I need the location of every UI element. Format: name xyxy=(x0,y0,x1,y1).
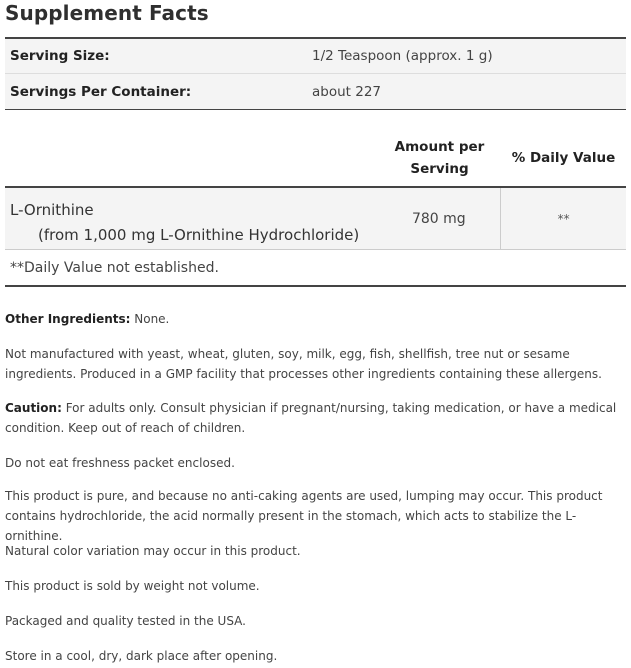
other-ingredients-value: None. xyxy=(130,312,170,326)
allergen-statement: Not manufactured with yeast, wheat, gluten, soy, milk, egg, fish, shellfish, tree nut or sesame ingredients. Produced in a GMP facility that processes other ingredients containing these allergens. xyxy=(5,347,602,381)
table-row xyxy=(5,188,626,250)
facts-table xyxy=(5,129,626,287)
purity-statement: This product is pure, and because no anti-caking agents are used, lumping may occur. This product contains hydrochloride, the acid normally present in the stomach, which acts to stabilize the L-ornithine. xyxy=(5,489,603,543)
ingredient-cell xyxy=(5,188,377,249)
ingredient-daily-value: ** xyxy=(557,211,570,226)
color-statement: Natural color variation may occur in this product. xyxy=(5,544,301,558)
weight-statement: This product is sold by weight not volume. xyxy=(5,579,260,593)
caution-statement xyxy=(5,398,626,438)
header-amount: Amount per Serving xyxy=(394,138,485,177)
ingredient-name: L-Ornithine xyxy=(10,201,94,219)
servings-per-container-value: about 227 xyxy=(312,83,382,100)
page-title: Supplement Facts xyxy=(5,1,209,25)
serving-size-label: Serving Size: xyxy=(10,48,110,64)
header-daily-value: % Daily Value xyxy=(511,149,616,166)
caution-label: Caution: xyxy=(5,401,62,415)
serving-size-row xyxy=(5,39,626,74)
servings-per-container-label: Servings Per Container: xyxy=(10,83,192,100)
serving-size-value: 1/2 Teaspoon (approx. 1 g) xyxy=(312,48,493,64)
facts-header xyxy=(5,129,626,188)
freshness-statement: Do not eat freshness packet enclosed. xyxy=(5,456,235,470)
packaged-statement: Packaged and quality tested in the USA. xyxy=(5,614,246,628)
caution-value: For adults only. Consult physician if pregnant/nursing, taking medication, or have a medical condition. Keep out of reach of children. xyxy=(5,401,617,435)
ingredient-source: (from 1,000 mg L-Ornithine Hydrochloride) xyxy=(38,226,360,244)
servings-per-container-row xyxy=(5,74,626,110)
other-ingredients xyxy=(5,309,626,329)
header-spacer xyxy=(5,129,378,186)
serving-table xyxy=(5,37,626,110)
daily-value-footnote: **Daily Value not established. xyxy=(5,250,626,287)
ingredient-amount: 780 mg xyxy=(377,188,501,249)
other-ingredients-label: Other Ingredients: xyxy=(5,312,131,326)
storage-statement: Store in a cool, dry, dark place after opening. xyxy=(5,649,278,663)
